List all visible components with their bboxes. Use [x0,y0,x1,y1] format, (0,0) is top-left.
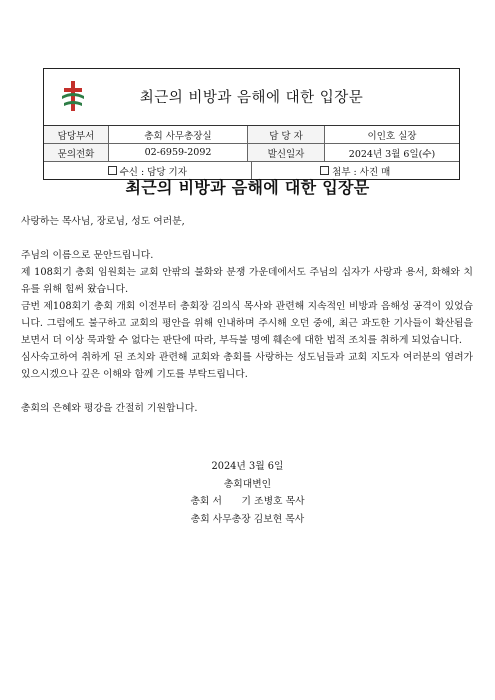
header-table [43,68,460,180]
greeting: 사랑하는 목사님, 장로님, 성도 여러분, [21,216,185,227]
signature-block [0,458,495,528]
paragraph: 금번 제108회기 총회 개회 이전부터 총회장 김의식 목사와 관련해 지속적인 비방과 음해성 공격이 있었습니다. 그럼에도 불구하고 교회의 평안을 위해 인내하며 주시해 오던 중에, 최근 과도한 기사들이 확산됨을 보면서 더 이상 묵과할 수 없다는 판단에 따라, 부득불 명예 훼손에 대한 법적 조치를 취하게 되었습니다. [21,301,473,346]
signature-line-secretary: 총회 서 기 조병호 목사 [190,496,305,507]
closing: 총회의 은혜와 평강을 간절히 기원합니다. [21,403,198,414]
attachment-text: 첨부 : 사진 매 [332,166,391,178]
paragraph: 심사숙고하여 취하게 된 조치와 관련해 교회와 총회를 사랑하는 성도님들과 교회 지도자 여러분의 염려가 있으시겠으나 깊은 이해와 함께 기도를 부탁드립니다. [21,352,473,380]
phone-value: 02-6959-2092 [109,144,248,161]
signature-line-general-secretary: 총회 사무총장 김보현 목사 [190,513,305,525]
phone-label: 문의전화 [44,144,109,161]
header-title: 최근의 비방과 음해에 대한 입장문 [139,90,364,106]
header-title-row [44,69,459,126]
signature-date: 2024년 3월 6일 [211,461,284,472]
checkbox-icon [108,166,117,175]
contact-person-label: 담 당 자 [248,126,325,143]
signature-org: 총회대변인 [223,478,272,490]
contact-person-value: 이인호 실장 [367,130,417,142]
checkbox-icon [320,166,329,175]
department-label: 담당부서 [44,126,109,143]
paragraph: 주님의 이름으로 문안드립니다. [21,250,154,261]
recipient-text: 수신 : 담당 기자 [119,166,187,178]
send-date-label: 발신일자 [248,144,325,161]
document-title: 최근의 비방과 음해에 대한 입장문 [125,178,370,197]
send-date-value: 2024년 3월 6일(수) [348,148,436,160]
paragraph: 제 108회기 총회 임원회는 교회 안팎의 불화와 분쟁 가운데에서도 주님의 십자가 사랑과 용서, 화해와 치유를 위해 힘써 왔습니다. [21,267,473,295]
header-row-phone [44,144,459,162]
department-value: 총회 사무총장실 [109,126,248,143]
document-body [21,213,473,417]
header-row-department [44,126,459,144]
